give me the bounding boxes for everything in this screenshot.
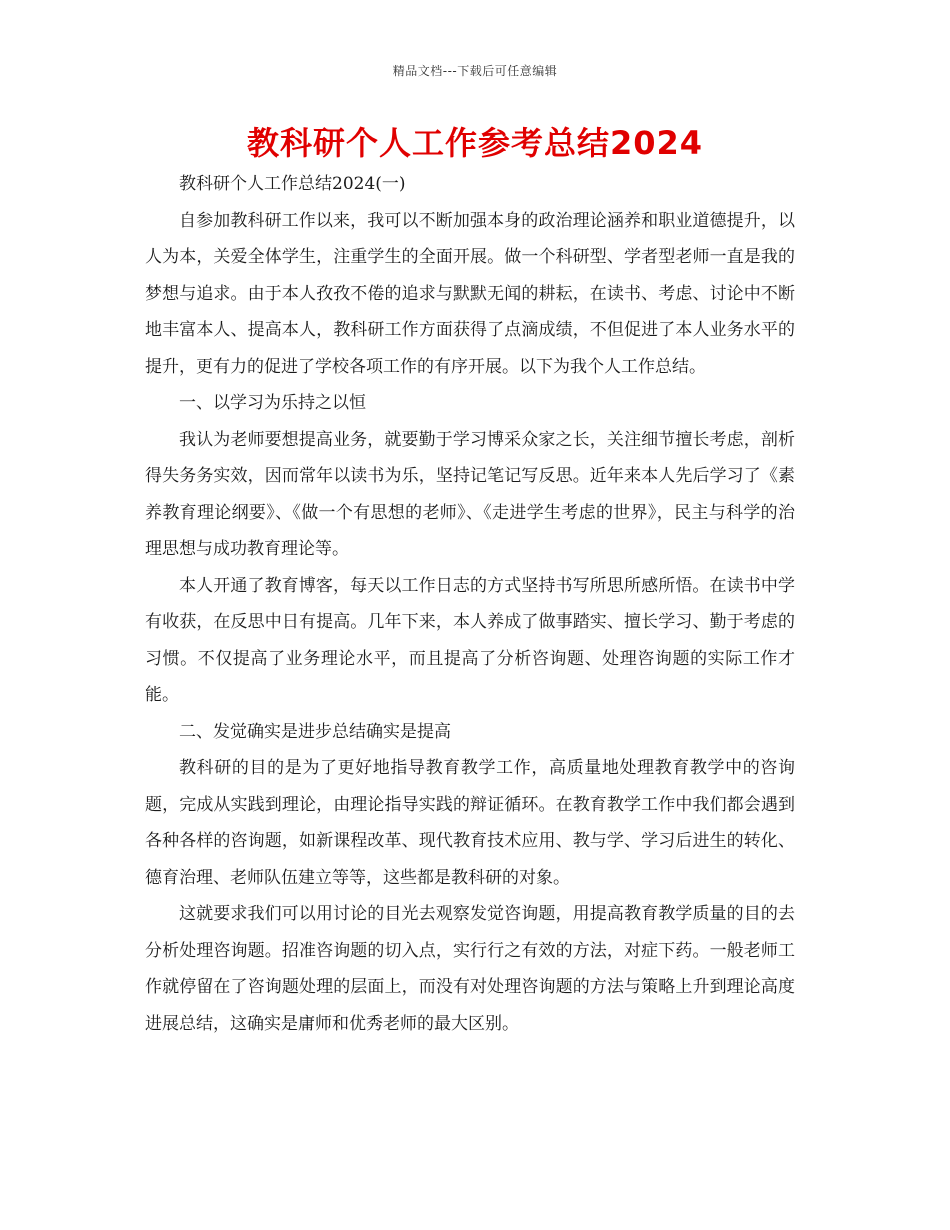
body-paragraph: 教科研的目的是为了更好地指导教育教学工作，高质量地处理教育教学中的咨询题，完成从实践到理论，由理论指导实践的辩证循环。在教育教学工作中我们都会遇到各种各样的咨询题，如新课程改革、现代教育技术应用、教与学、学习后进生的转化、德育治理、老师队伍建立等等，这些都是教科研的对象。 bbox=[145, 758, 795, 888]
subtitle-paragraph: 教科研个人工作总结2024(一) bbox=[179, 174, 406, 194]
body-paragraph: 我认为老师要想提高业务，就要勤于学习博采众家之长，关注细节擅长考虑，剖析得失务务实效，因而常年以读书为乐，坚持记笔记写反思。近年来本人先后学习了《素养教育理论纲要》、《做一个有思想的老师》、《走进学生考虑的世界》，民主与科学的治理思想与成功教育理论等。 bbox=[145, 429, 795, 559]
section-heading: 二、发觉确实是进步总结确实是提高 bbox=[179, 721, 451, 742]
body-paragraph: 自参加教科研工作以来，我可以不断加强本身的政治理论涵养和职业道德提升，以人为本，关爱全体学生，注重学生的全面开展。做一个科研型、学者型老师一直是我的梦想与追求。由于本人孜孜不倦的追求与默默无闻的耕耘，在读书、考虑、讨论中不断地丰富本人、提高本人，教科研工作方面获得了点滴成绩，不但促进了本人业务水平的提升，更有力的促进了学校各项工作的有序开展。以下为我个人工作总结。 bbox=[145, 210, 795, 377]
document-body bbox=[145, 166, 795, 1042]
section-heading: 一、以学习为乐持之以恒 bbox=[179, 393, 366, 413]
body-paragraph: 本人开通了教育博客，每天以工作日志的方式坚持书写所思所感所悟。在读书中学有收获，在反思中日有提高。几年下来，本人养成了做事踏实、擅长学习、勤于考虑的习惯。不仅提高了业务理论水平，而且提高了分析咨询题、处理咨询题的实际工作才能。 bbox=[145, 575, 795, 705]
body-paragraph: 这就要求我们可以用讨论的目光去观察发觉咨询题，用提高教育教学质量的目的去分析处理咨询题。招准咨询题的切入点，实行行之有效的方法，对症下药。一般老师工作就停留在了咨询题处理的层面上，而没有对处理咨询题的方法与策略上升到理论高度进展总结，这确实是庸师和优秀老师的最大区别。 bbox=[145, 904, 795, 1034]
document-title: 教科研个人工作参考总结2024 bbox=[246, 124, 704, 162]
header-note: 精品文档---下载后可任意编辑 bbox=[392, 64, 558, 78]
